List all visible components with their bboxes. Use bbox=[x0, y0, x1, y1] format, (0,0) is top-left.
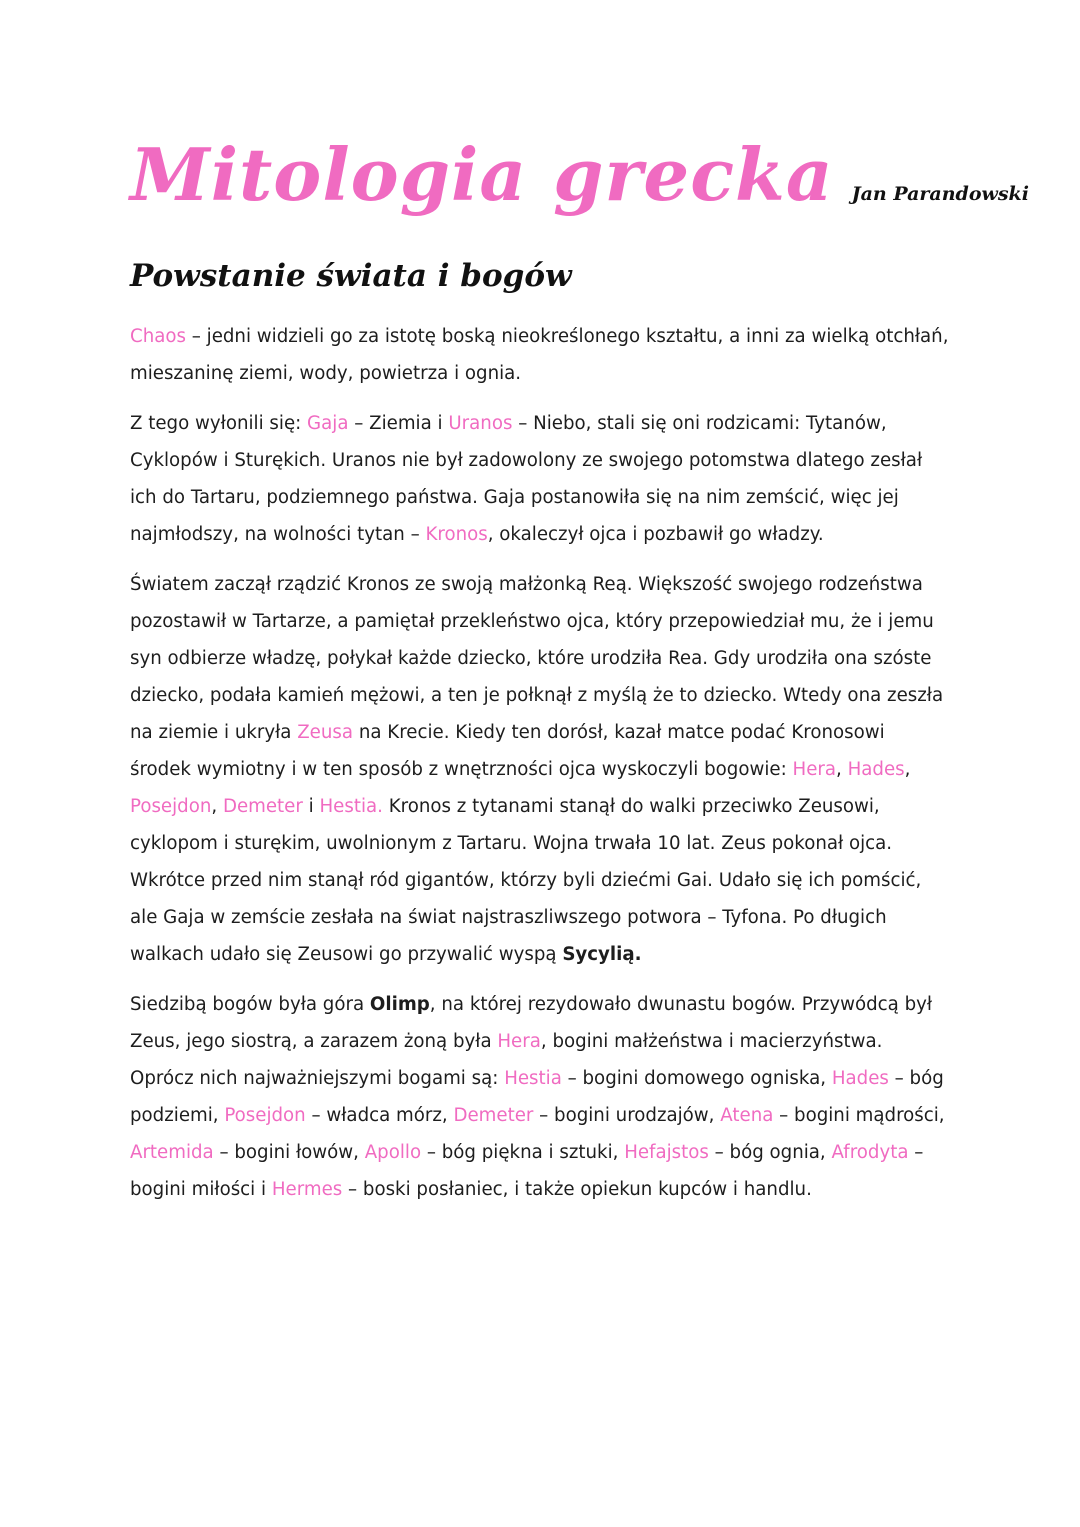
paragraph-text: , bbox=[904, 759, 917, 780]
paragraph-kronos-reign bbox=[130, 566, 950, 973]
paragraph-chaos bbox=[130, 318, 955, 392]
highlighted-name: Artemida bbox=[130, 1142, 214, 1163]
paragraph-text: Światem zaczął rządzić Kronos ze swoją małżonką Reą. Większość swojego rodzeństwa pozostawił w Tartarze, a pamiętał przekleństwo ojca, który przepowiedział mu, że i jemu syn odbierze władzę, połykał każde dziecko, które urodziła Rea. Gdy urodziła ona szóste dziecko, podała kamień mężowi, a ten je połknął z myślą że to dziecko. Wtedy ona zeszła na ziemie i ukryła bbox=[130, 574, 949, 743]
paragraph-text: , okaleczył ojca i pozbawił go władzy. bbox=[487, 524, 824, 545]
paragraph-text: Siedzibą bogów była góra bbox=[130, 994, 370, 1015]
author-name: Jan Parandowski bbox=[851, 183, 1029, 205]
paragraph-text: – bóg piękna i sztuki, bbox=[421, 1142, 625, 1163]
highlighted-name: Zeusa bbox=[297, 722, 354, 743]
highlighted-name: Apollo bbox=[364, 1142, 422, 1163]
paragraph-text: Kronos z tytanami stanął do walki przeciwko Zeusowi, cyklopom i sturękim, uwolnionym z Tartaru. Wojna trwała 10 lat. Zeus pokonał ojca. Wkrótce przed nim stanął ród gigantów, którzy byli dziećmi Gai. Udało się ich pomścić, ale Gaja w zemście zesłała na świat najstraszliwszego potwora – Tyfona. Po długich walkach udało się Zeusowi go przywalić wyspą bbox=[130, 796, 928, 965]
paragraph-text: – bóg podziemi, bbox=[130, 1068, 950, 1126]
paragraph-text: Z tego wyłonili się: bbox=[130, 413, 308, 434]
paragraph-text: – władca mórz, bbox=[305, 1105, 454, 1126]
paragraph-text: , bbox=[836, 759, 848, 780]
bold-term: Sycylią. bbox=[562, 944, 642, 965]
highlighted-name: Hades bbox=[847, 759, 905, 780]
document-page bbox=[130, 130, 1029, 1221]
highlighted-name: Chaos bbox=[130, 326, 186, 347]
page-title: Mitologia grecka bbox=[130, 132, 834, 217]
paragraph-text: , na której rezydowało dwunastu bogów. Przywódcą był Zeus, jego siostrą, a zarazem żoną była bbox=[130, 994, 938, 1052]
paragraph-olimp bbox=[130, 986, 950, 1208]
paragraph-text: – boski posłaniec, i także opiekun kupców i handlu. bbox=[342, 1179, 812, 1200]
highlighted-name: Demeter bbox=[453, 1105, 534, 1126]
highlighted-name: Posejdon bbox=[130, 796, 212, 817]
paragraph-text: – jedni widzieli go za istotę boską nieokreślonego kształtu, a inni za wielką otchłań, mieszaninę ziemi, wody, powietrza i ognia. bbox=[130, 326, 955, 384]
paragraph-gaja-uranos bbox=[130, 405, 950, 553]
highlighted-name: Hermes bbox=[271, 1179, 343, 1200]
highlighted-name: Demeter bbox=[222, 796, 303, 817]
highlighted-name: Atena bbox=[720, 1105, 774, 1126]
paragraph-text: i bbox=[302, 796, 320, 817]
paragraph-text: – bogini mądrości, bbox=[773, 1105, 951, 1126]
paragraph-text: , bogini małżeństwa i macierzyństwa. Oprócz nich najważniejszymi bogami są: bbox=[130, 1031, 889, 1089]
section-heading: Powstanie świata i bogów bbox=[130, 258, 572, 294]
highlighted-name: Hestia bbox=[504, 1068, 562, 1089]
paragraph-text: – bogini urodzajów, bbox=[533, 1105, 721, 1126]
paragraph-text: – bogini łowów, bbox=[213, 1142, 365, 1163]
paragraph-text: – bogini miłości i bbox=[130, 1142, 930, 1200]
highlighted-name: Kronos bbox=[425, 524, 488, 545]
paragraph-text: na Krecie. Kiedy ten dorósł, kazał matce podać Kronosowi środek wymiotny i w ten sposób z wnętrzności ojca wyskoczyli bogowie: bbox=[130, 722, 891, 780]
highlighted-name: Hera bbox=[497, 1031, 541, 1052]
paragraph-text: – bóg ognia, bbox=[708, 1142, 832, 1163]
highlighted-name: Hades bbox=[831, 1068, 889, 1089]
paragraph-text: , bbox=[211, 796, 223, 817]
highlighted-name: Hefajstos bbox=[624, 1142, 709, 1163]
title-row bbox=[130, 130, 1029, 220]
highlighted-name: Hestia. bbox=[319, 796, 383, 817]
bold-term: Olimp bbox=[369, 994, 430, 1015]
highlighted-name: Gaja bbox=[307, 413, 349, 434]
paragraph-text: – bogini domowego ogniska, bbox=[561, 1068, 832, 1089]
highlighted-name: Uranos bbox=[448, 413, 513, 434]
paragraph-text: – Ziemia i bbox=[348, 413, 449, 434]
paragraph-text: – Niebo, stali się oni rodzicami: Tytanów, Cyklopów i Sturękich. Uranos nie był zadowolony ze swojego potomstwa dlatego zesłał ich do Tartaru, podziemnego państwa. Gaja postanowiła się na nim zemścić, więc jej najmłodszy, na wolności tytan – bbox=[130, 413, 928, 545]
highlighted-name: Posejdon bbox=[224, 1105, 306, 1126]
highlighted-name: Afrodyta bbox=[831, 1142, 909, 1163]
highlighted-name: Hera bbox=[792, 759, 837, 780]
